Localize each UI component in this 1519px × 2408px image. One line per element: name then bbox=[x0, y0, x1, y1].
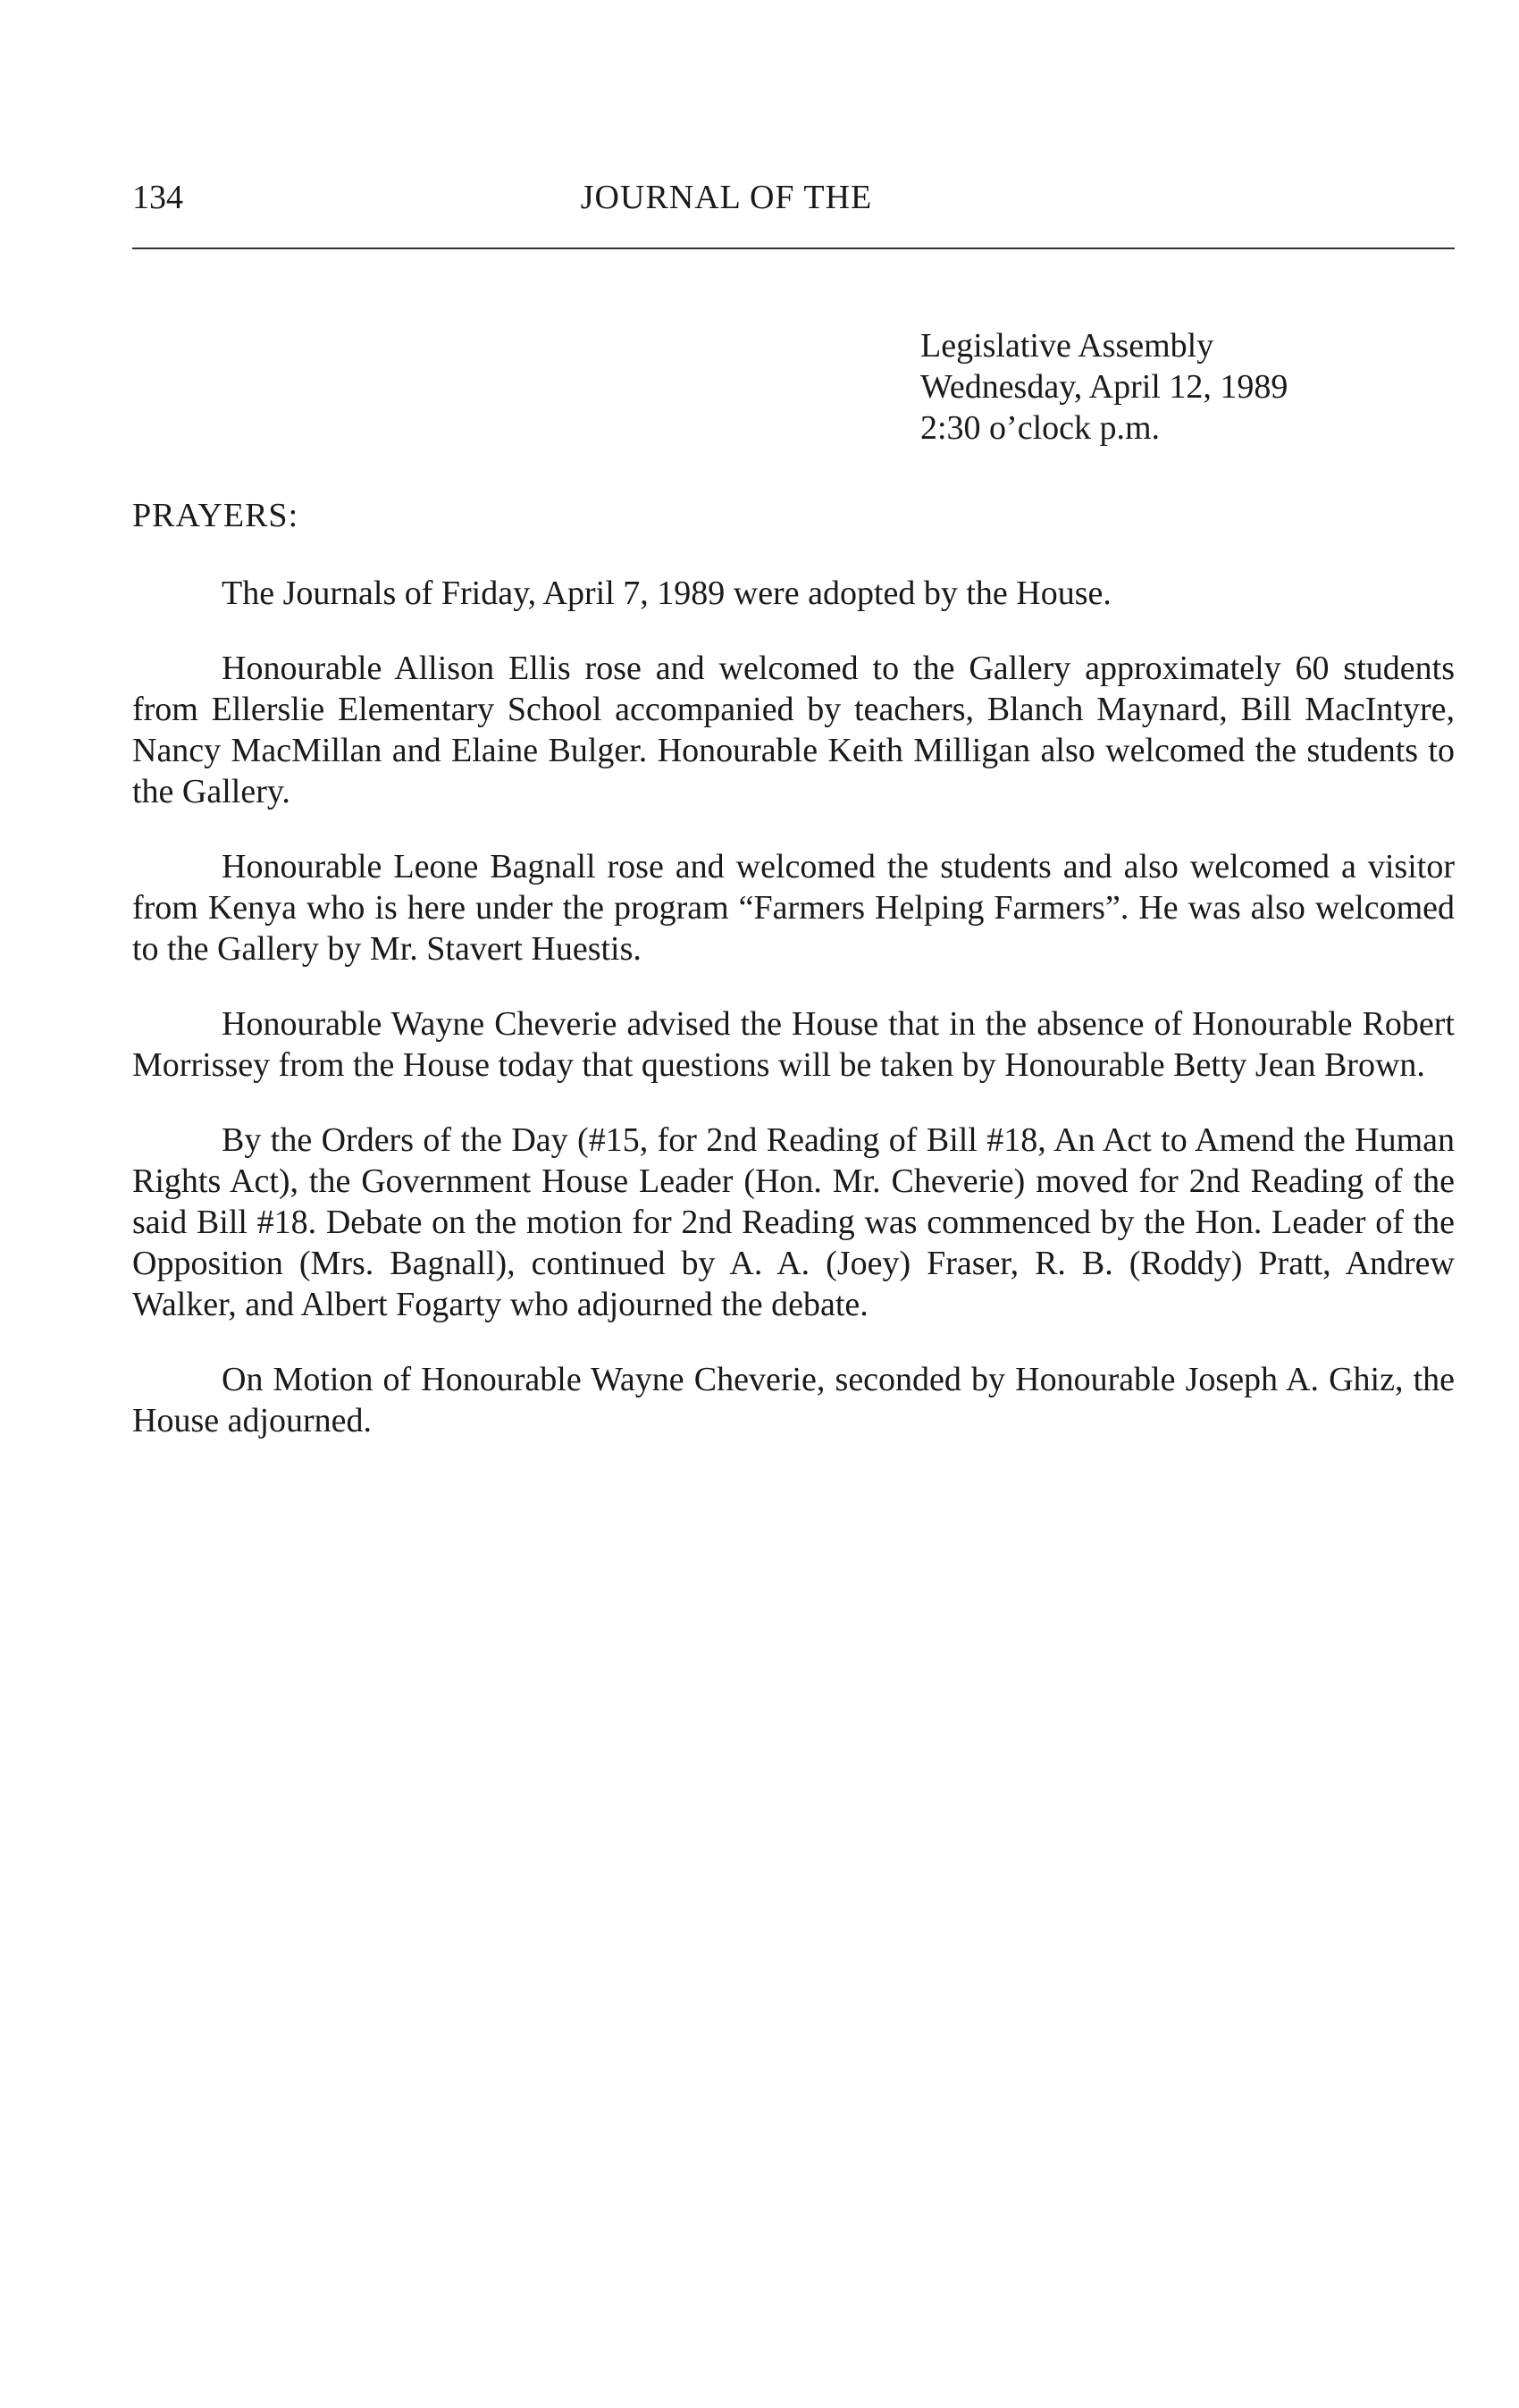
running-head bbox=[132, 175, 1455, 220]
paragraph-bagnall-welcome: Honourable Leone Bagnall rose and welcomed the students and also welcomed a visitor from Kenya who is here under the program “Farmers Helping Farmers”. He was also welcomed to the Gallery by Mr. Stavert Huestis. bbox=[132, 848, 1455, 968]
journal-title: JOURNAL OF THE bbox=[580, 179, 873, 216]
paragraph-adjournment: On Motion of Honourable Wayne Cheverie, seconded by Honourable Joseph A. Ghiz, the House adjourned. bbox=[132, 1361, 1455, 1439]
paragraph-bill-18-debate: By the Orders of the Day (#15, for 2nd Reading of Bill #18, An Act to Amend the Human Rights Act), the Government House Leader (Hon. Mr. Cheverie) moved for 2nd Reading of the said Bill #18. Debate on the motion for 2nd Reading was commenced by the Hon. Leader of the Opposition (Mrs. Bagnall), continued by A. A. (Joey) Fraser, R. B. (Roddy) Pratt, Andrew Walker, and Albert Fogarty who adjourned the debate. bbox=[132, 1121, 1455, 1323]
prayers-label: PRAYERS: bbox=[132, 497, 299, 534]
paragraph-cheverie-advice: Honourable Wayne Cheverie advised the House that in the absence of Honourable Robert Morrissey from the House today that questions will be taken by Honourable Betty Jean Brown. bbox=[132, 1005, 1455, 1084]
proceedings bbox=[132, 573, 1455, 1475]
page-number: 134 bbox=[132, 179, 183, 216]
paragraph-journals-adopted: The Journals of Friday, April 7, 1989 were adopted by the House. bbox=[222, 575, 1112, 612]
sitting-info bbox=[920, 325, 1288, 449]
assembly-name: Legislative Assembly bbox=[920, 327, 1214, 365]
sitting-date: Wednesday, April 12, 1989 bbox=[920, 368, 1288, 406]
header-rule bbox=[132, 248, 1455, 249]
sitting-time: 2:30 o’clock p.m. bbox=[920, 409, 1161, 447]
paragraph-ellis-welcome: Honourable Allison Ellis rose and welcomed to the Gallery approximately 60 students from Ellerslie Elementary School accompanied by teachers, Blanch Maynard, Bill MacIntyre, Nancy MacMillan and Elaine Bulger. Honourable Keith Milligan also welcomed the students to the Gallery. bbox=[132, 650, 1455, 810]
